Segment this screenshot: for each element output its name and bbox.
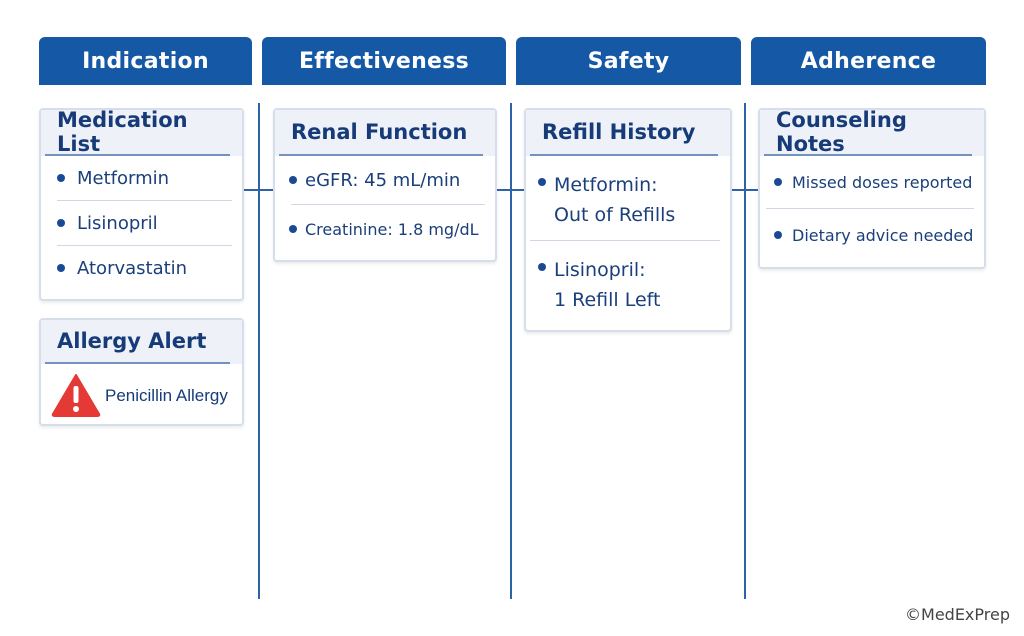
list-item: Lisinopril [41, 201, 242, 245]
column-header-adherence: Adherence [751, 37, 986, 85]
list-item: Atorvastatin [41, 246, 242, 290]
bullet-icon [289, 225, 297, 233]
allergy-text: Penicillin Allergy [105, 386, 228, 405]
medication-list-card [39, 108, 244, 301]
list-item: Missed doses reported [760, 156, 984, 208]
column-divider-1 [258, 103, 260, 599]
column-header-indication: Indication [39, 37, 252, 85]
connector-2 [496, 189, 526, 191]
column-header-safety: Safety [516, 37, 741, 85]
warning-triangle-icon [50, 372, 102, 418]
refill-history-title: Refill History [530, 110, 718, 156]
column-divider-2 [510, 103, 512, 599]
renal-function-card [273, 108, 497, 262]
connector-3 [731, 189, 759, 191]
counseling-notes-title: Counseling Notes [764, 110, 972, 156]
bullet-icon [774, 231, 782, 239]
list-item: Creatinine: 1.8 mg/dL [275, 205, 495, 253]
list-item: Lisinopril: 1 Refill Left [526, 241, 730, 325]
connector-1 [243, 189, 275, 191]
medication-list-title: Medication List [45, 110, 230, 156]
column-divider-3 [744, 103, 746, 599]
refill-history-card [524, 108, 732, 332]
renal-function-title: Renal Function [279, 110, 483, 156]
list-item: Dietary advice needed [760, 209, 984, 261]
list-item: Metformin: Out of Refills [526, 156, 730, 240]
bullet-icon [289, 176, 297, 184]
bullet-icon [774, 178, 782, 186]
counseling-notes-card [758, 108, 986, 269]
list-item: Metformin [41, 156, 242, 200]
allergy-alert-card [39, 318, 244, 426]
bullet-icon [538, 178, 546, 186]
allergy-alert-title: Allergy Alert [45, 320, 230, 364]
bullet-icon [57, 264, 65, 272]
copyright-text: ©MedExPrep [905, 605, 1010, 624]
bullet-icon [57, 174, 65, 182]
bullet-icon [57, 219, 65, 227]
list-item: eGFR: 45 mL/min [275, 156, 495, 204]
bullet-icon [538, 263, 546, 271]
column-header-effectiveness: Effectiveness [262, 37, 506, 85]
